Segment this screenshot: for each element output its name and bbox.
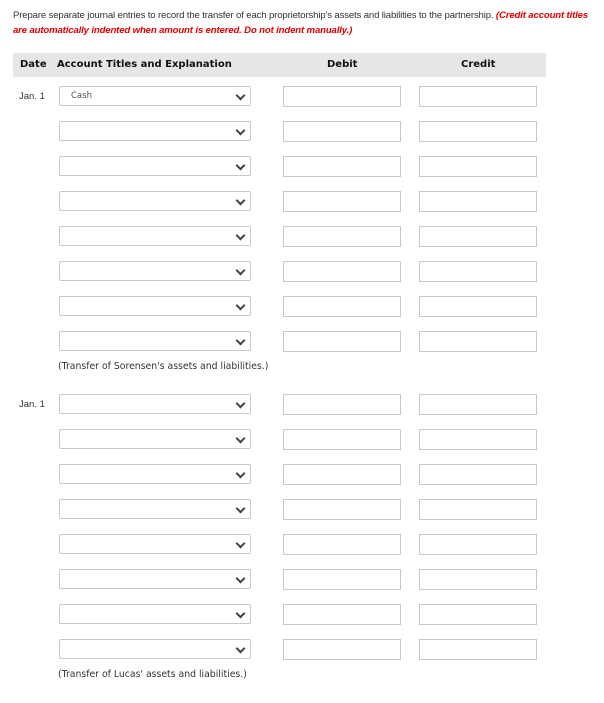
credit-input[interactable] (419, 331, 537, 352)
journal-row (0, 296, 604, 318)
journal-row (0, 464, 604, 486)
entry-explanation: (Transfer of Lucas' assets and liabilities.) (58, 669, 247, 680)
chevron-down-icon (236, 609, 246, 619)
instructions (13, 8, 603, 38)
account-select[interactable] (59, 86, 251, 106)
credit-input[interactable] (419, 261, 537, 282)
journal-row (0, 226, 604, 248)
debit-input[interactable] (283, 331, 401, 352)
chevron-down-icon (236, 231, 246, 241)
chevron-down-icon (236, 434, 246, 444)
entry-date: Jan. 1 (19, 91, 45, 102)
instructions-text: Prepare separate journal entries to record the transfer of each proprietorship's assets and liabilities to the partnership. (13, 10, 494, 21)
journal-row (0, 604, 604, 626)
account-select[interactable] (59, 534, 251, 554)
journal-row (0, 156, 604, 178)
journal-row (0, 121, 604, 143)
account-select[interactable] (59, 296, 251, 316)
debit-input[interactable] (283, 499, 401, 520)
header-credit: Credit (461, 59, 496, 70)
journal-row (0, 191, 604, 213)
chevron-down-icon (236, 266, 246, 276)
account-select[interactable] (59, 156, 251, 176)
debit-input[interactable] (283, 296, 401, 317)
credit-input[interactable] (419, 429, 537, 450)
journal-row (0, 86, 604, 108)
journal-row (0, 534, 604, 556)
debit-input[interactable] (283, 569, 401, 590)
chevron-down-icon (236, 504, 246, 514)
account-select[interactable] (59, 639, 251, 659)
chevron-down-icon (236, 126, 246, 136)
account-select[interactable] (59, 121, 251, 141)
chevron-down-icon (236, 469, 246, 479)
debit-input[interactable] (283, 639, 401, 660)
account-select[interactable] (59, 499, 251, 519)
table-header (13, 53, 546, 77)
journal-row (0, 429, 604, 451)
debit-input[interactable] (283, 226, 401, 247)
header-account: Account Titles and Explanation (57, 59, 232, 70)
credit-input[interactable] (419, 156, 537, 177)
chevron-down-icon (236, 539, 246, 549)
debit-input[interactable] (283, 464, 401, 485)
account-select[interactable] (59, 604, 251, 624)
credit-input[interactable] (419, 296, 537, 317)
credit-input[interactable] (419, 604, 537, 625)
account-value: Cash (71, 91, 92, 101)
account-select[interactable] (59, 331, 251, 351)
debit-input[interactable] (283, 534, 401, 555)
debit-input[interactable] (283, 261, 401, 282)
entry-explanation: (Transfer of Sorensen's assets and liabilities.) (58, 361, 269, 372)
header-date: Date (20, 59, 47, 70)
debit-input[interactable] (283, 394, 401, 415)
credit-input[interactable] (419, 191, 537, 212)
chevron-down-icon (236, 91, 246, 101)
entry-date: Jan. 1 (19, 399, 45, 410)
debit-input[interactable] (283, 429, 401, 450)
credit-input[interactable] (419, 226, 537, 247)
instructions-note: (Credit account titles are automatically indented when amount is entered. Do not indent manually.) (13, 10, 589, 36)
journal-row (0, 639, 604, 661)
debit-input[interactable] (283, 121, 401, 142)
credit-input[interactable] (419, 534, 537, 555)
chevron-down-icon (236, 336, 246, 346)
account-select[interactable] (59, 464, 251, 484)
chevron-down-icon (236, 301, 246, 311)
account-select[interactable] (59, 191, 251, 211)
header-debit: Debit (327, 59, 358, 70)
credit-input[interactable] (419, 394, 537, 415)
chevron-down-icon (236, 161, 246, 171)
credit-input[interactable] (419, 569, 537, 590)
account-select[interactable] (59, 226, 251, 246)
debit-input[interactable] (283, 156, 401, 177)
account-select[interactable] (59, 569, 251, 589)
journal-row (0, 331, 604, 353)
credit-input[interactable] (419, 499, 537, 520)
journal-row (0, 499, 604, 521)
credit-input[interactable] (419, 86, 537, 107)
credit-input[interactable] (419, 639, 537, 660)
account-select[interactable] (59, 394, 251, 414)
debit-input[interactable] (283, 86, 401, 107)
debit-input[interactable] (283, 191, 401, 212)
chevron-down-icon (236, 644, 246, 654)
journal-row (0, 261, 604, 283)
credit-input[interactable] (419, 121, 537, 142)
journal-row (0, 394, 604, 416)
journal-row (0, 569, 604, 591)
chevron-down-icon (236, 399, 246, 409)
debit-input[interactable] (283, 604, 401, 625)
credit-input[interactable] (419, 464, 537, 485)
chevron-down-icon (236, 574, 246, 584)
chevron-down-icon (236, 196, 246, 206)
account-select[interactable] (59, 261, 251, 281)
account-select[interactable] (59, 429, 251, 449)
